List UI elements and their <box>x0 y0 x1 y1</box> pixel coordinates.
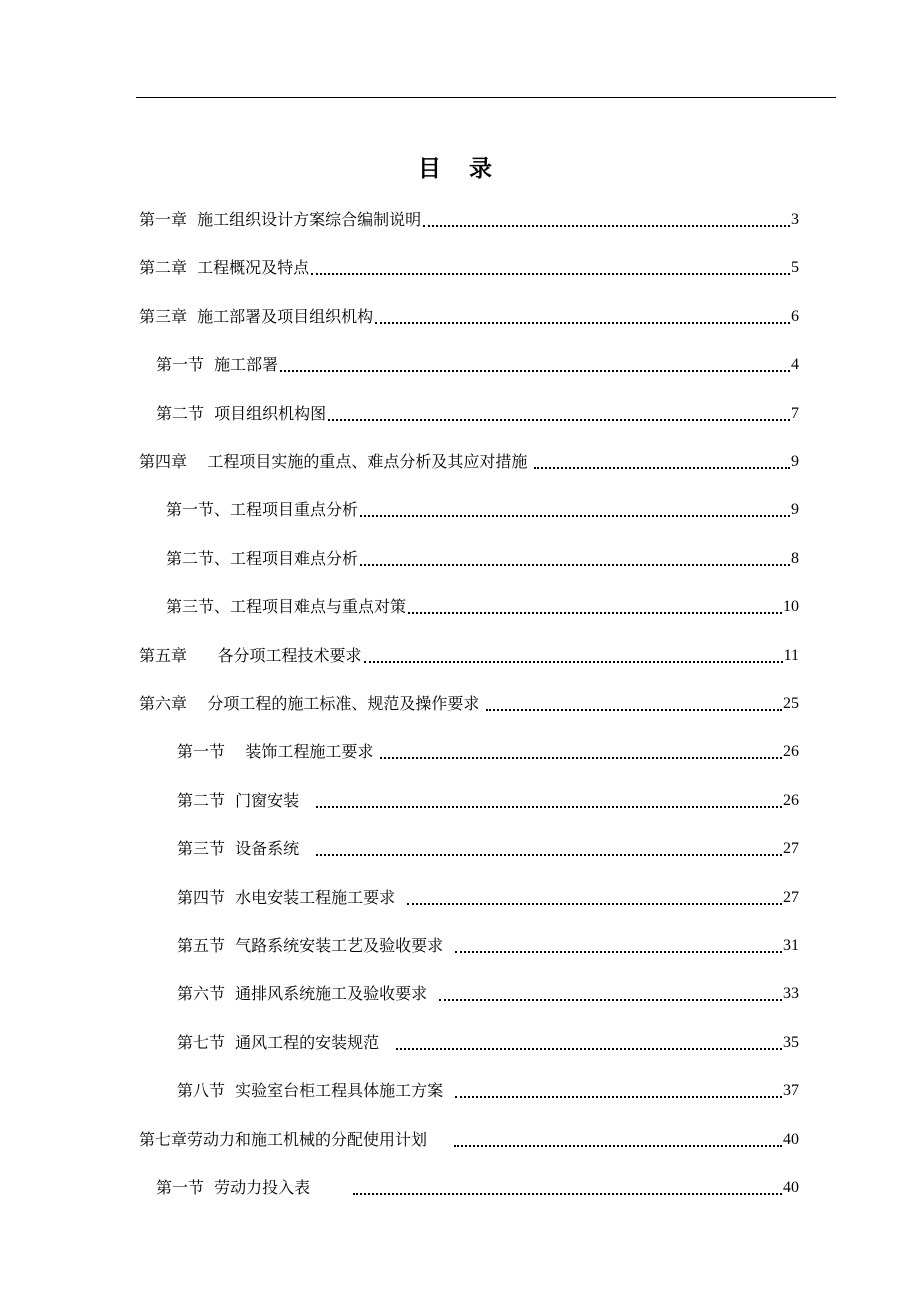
toc-leader-dots <box>380 757 782 759</box>
toc-entry[interactable] <box>177 739 799 765</box>
toc-entry-page: 31 <box>783 937 799 954</box>
toc-leader-dots <box>454 1145 782 1147</box>
toc-entry-label: 第八节 实验室台柜工程具体施工方案 <box>177 1081 454 1100</box>
toc-entry-label: 第四章 工程项目实施的重点、难点分析及其应对措施 <box>139 452 533 471</box>
toc-leader-dots <box>375 322 790 324</box>
toc-entry[interactable] <box>139 691 799 717</box>
toc-entry[interactable] <box>156 1175 799 1201</box>
toc-leader-dots <box>396 1048 782 1050</box>
toc-entry-page: 25 <box>783 695 799 712</box>
toc-entry-page: 26 <box>783 792 799 809</box>
toc-entry-page: 40 <box>783 1179 799 1196</box>
toc-title: 目 录 <box>417 155 502 182</box>
toc-leader-dots <box>423 225 790 227</box>
toc-entry-label: 第五章 各分项工程技术要求 <box>139 646 362 665</box>
toc-leader-dots <box>364 661 783 663</box>
toc-entry-label: 第六章 分项工程的施工标准、规范及操作要求 <box>139 694 485 713</box>
toc-entry-page: 9 <box>791 501 799 518</box>
toc-entry-page: 8 <box>791 550 799 567</box>
toc-entry-page: 11 <box>783 647 799 664</box>
toc-entry[interactable] <box>177 1030 799 1056</box>
toc-entry-label: 第一节 装饰工程施工要求 <box>177 742 379 761</box>
toc-entry-label: 第二节、工程项目难点分析 <box>166 549 359 568</box>
toc-leader-dots <box>328 419 790 421</box>
toc-entry[interactable] <box>177 788 799 814</box>
toc-entry-page: 5 <box>791 259 799 276</box>
toc-entry-label: 第五节 气路系统安装工艺及验收要求 <box>177 936 454 955</box>
toc-leader-dots <box>316 806 782 808</box>
toc-entry[interactable] <box>177 933 799 959</box>
toc-entry-page: 33 <box>783 985 799 1002</box>
toc-entry[interactable] <box>156 401 799 427</box>
toc-leader-dots <box>408 612 782 614</box>
toc-leader-dots <box>486 709 782 711</box>
toc-leader-dots <box>455 951 782 953</box>
toc-entry[interactable] <box>139 1127 799 1153</box>
toc-entry-label: 第一节、工程项目重点分析 <box>166 500 359 519</box>
toc-leader-dots <box>311 273 790 275</box>
toc-entry[interactable] <box>139 449 799 475</box>
toc-leader-dots <box>534 467 790 469</box>
toc-entry-label: 第四节 水电安装工程施工要求 <box>177 888 406 907</box>
toc-entry[interactable] <box>166 546 799 572</box>
toc-entry[interactable] <box>139 643 799 669</box>
toc-entry[interactable] <box>139 207 799 233</box>
toc-entry-label: 第三节、工程项目难点与重点对策 <box>166 597 407 616</box>
toc-entry-page: 27 <box>783 889 799 906</box>
toc-entry-label: 第一节 施工部署 <box>156 355 279 374</box>
toc-entry-page: 6 <box>791 308 799 325</box>
toc-entry[interactable] <box>166 497 799 523</box>
toc-leader-dots <box>280 370 790 372</box>
toc-entry-label: 第二节 门窗安装 <box>177 791 315 810</box>
toc-entry-page: 26 <box>783 743 799 760</box>
toc-entry-label: 第三节 设备系统 <box>177 839 315 858</box>
toc-entry[interactable] <box>139 304 799 330</box>
toc-entry-label: 第二节 项目组织机构图 <box>156 404 327 423</box>
toc-entry-page: 9 <box>791 453 799 470</box>
toc-entry-page: 35 <box>783 1034 799 1051</box>
toc-leader-dots <box>439 999 782 1001</box>
toc-entry[interactable] <box>177 1078 799 1104</box>
toc-entry[interactable] <box>177 981 799 1007</box>
toc-entry-page: 40 <box>783 1131 799 1148</box>
toc-entry[interactable] <box>177 836 799 862</box>
toc-entry[interactable] <box>166 594 799 620</box>
toc-entry[interactable] <box>156 352 799 378</box>
toc-leader-dots <box>360 564 790 566</box>
toc-entry-label: 第三章 施工部署及项目组织机构 <box>139 307 374 326</box>
toc-entry-label: 第七章劳动力和施工机械的分配使用计划 <box>139 1130 453 1149</box>
toc-entry-label: 第二章 工程概况及特点 <box>139 258 310 277</box>
toc-entry-page: 7 <box>791 405 799 422</box>
toc-leader-dots <box>316 854 782 856</box>
toc-entry[interactable] <box>139 255 799 281</box>
toc-entry-label: 第七节 通风工程的安装规范 <box>177 1033 395 1052</box>
toc-leader-dots <box>360 515 790 517</box>
toc-entry-label: 第一章 施工组织设计方案综合编制说明 <box>139 210 422 229</box>
toc-leader-dots <box>455 1096 782 1098</box>
toc-entry[interactable] <box>177 885 799 911</box>
toc-entry-page: 27 <box>783 840 799 857</box>
toc-entry-label: 第一节 劳动力投入表 <box>156 1178 351 1197</box>
toc-entry-page: 37 <box>783 1082 799 1099</box>
toc-entry-page: 3 <box>791 211 799 228</box>
toc-entry-label: 第六节 通排风系统施工及验收要求 <box>177 984 438 1003</box>
toc-leader-dots <box>353 1193 782 1195</box>
toc-leader-dots <box>407 903 782 905</box>
toc-entry-page: 4 <box>791 356 799 373</box>
toc-entry-page: 10 <box>783 598 799 615</box>
